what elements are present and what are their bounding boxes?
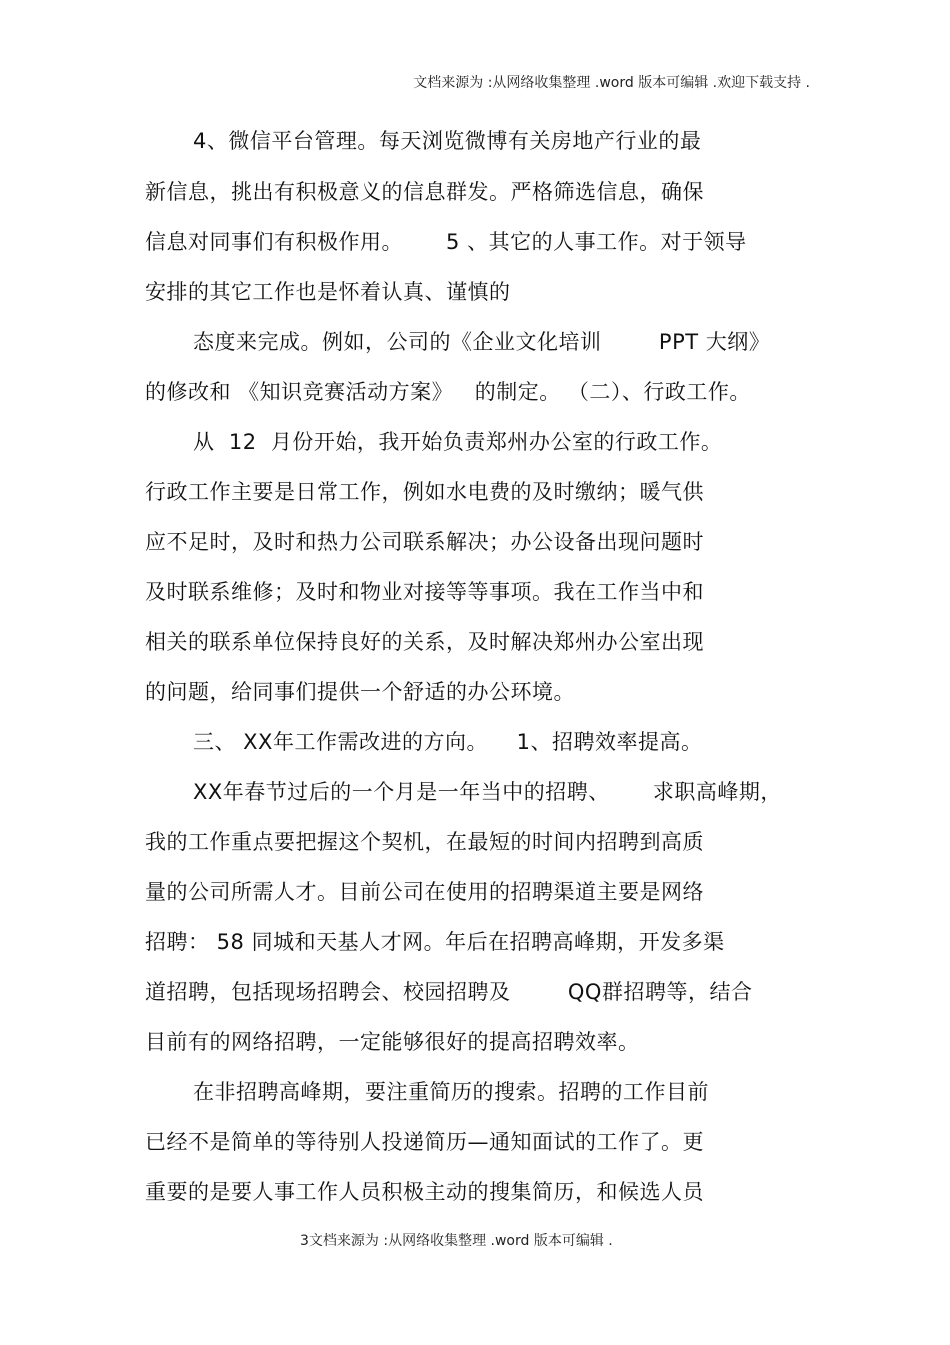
paragraph-line: 量的公司所需人才。目前公司在使用的招聘渠道主要是网络 — [145, 880, 704, 904]
paragraph-line: 目前有的网络招聘，一定能够很好的提高招聘效率。 — [145, 1030, 640, 1054]
paragraph-line: 应不足时，及时和热力公司联系解决；办公设备出现问题时 — [145, 530, 704, 554]
page-footer: 3文档来源为 :从网络收集整理 .word 版本可编辑 . — [300, 1233, 613, 1249]
paragraph-line: 在非招聘高峰期，要注重简历的搜索。招聘的工作目前 — [193, 1080, 709, 1104]
paragraph-line: 安排的其它工作也是怀着认真、谨慎的 — [145, 280, 511, 304]
paragraph-line: 态度来完成。例如，公司的《企业文化培训 PPT 大纲》 — [193, 330, 771, 354]
paragraph-line: 的问题，给同事们提供一个舒适的办公环境。 — [145, 680, 575, 704]
paragraph-line: 行政工作主要是日常工作，例如水电费的及时缴纳；暖气供 — [145, 480, 704, 504]
paragraph-line: 我的工作重点要把握这个契机，在最短的时间内招聘到高质 — [145, 830, 704, 854]
paragraph-line: 新信息，挑出有积极意义的信息群发。严格筛选信息，确保 — [145, 180, 704, 204]
paragraph-line: 道招聘，包括现场招聘会、校园招聘及 QQ群招聘等，结合 — [145, 980, 753, 1004]
paragraph-line: 及时联系维修；及时和物业对接等等事项。我在工作当中和 — [145, 580, 704, 604]
paragraph-line: 已经不是简单的等待别人投递简历—通知面试的工作了。更 — [145, 1130, 704, 1154]
paragraph-line: 重要的是要人事工作人员积极主动的搜集简历，和候选人员 — [145, 1180, 704, 1204]
paragraph-line: 从 12 月份开始，我开始负责郑州办公室的行政工作。 — [193, 430, 723, 454]
paragraph-line: XX年春节过后的一个月是一年当中的招聘、 求职高峰期， — [193, 780, 782, 804]
paragraph-line: 的修改和 《知识竞赛活动方案》 的制定。 （二）、行政工作。 — [145, 380, 751, 404]
paragraph-line: 相关的联系单位保持良好的关系，及时解决郑州办公室出现 — [145, 630, 704, 654]
page-header: 文档来源为 :从网络收集整理 .word 版本可编辑 .欢迎下载支持 . — [413, 75, 810, 91]
paragraph-line: 4、微信平台管理。每天浏览微博有关房地产行业的最 — [193, 129, 702, 153]
paragraph-line: 招聘： 58 同城和天基人才网。年后在招聘高峰期，开发多渠 — [145, 930, 725, 954]
paragraph-line: 三、 XX年工作需改进的方向。 1、招聘效率提高。 — [193, 730, 703, 754]
paragraph-line: 信息对同事们有积极作用。 5 、其它的人事工作。对于领导 — [145, 230, 747, 254]
